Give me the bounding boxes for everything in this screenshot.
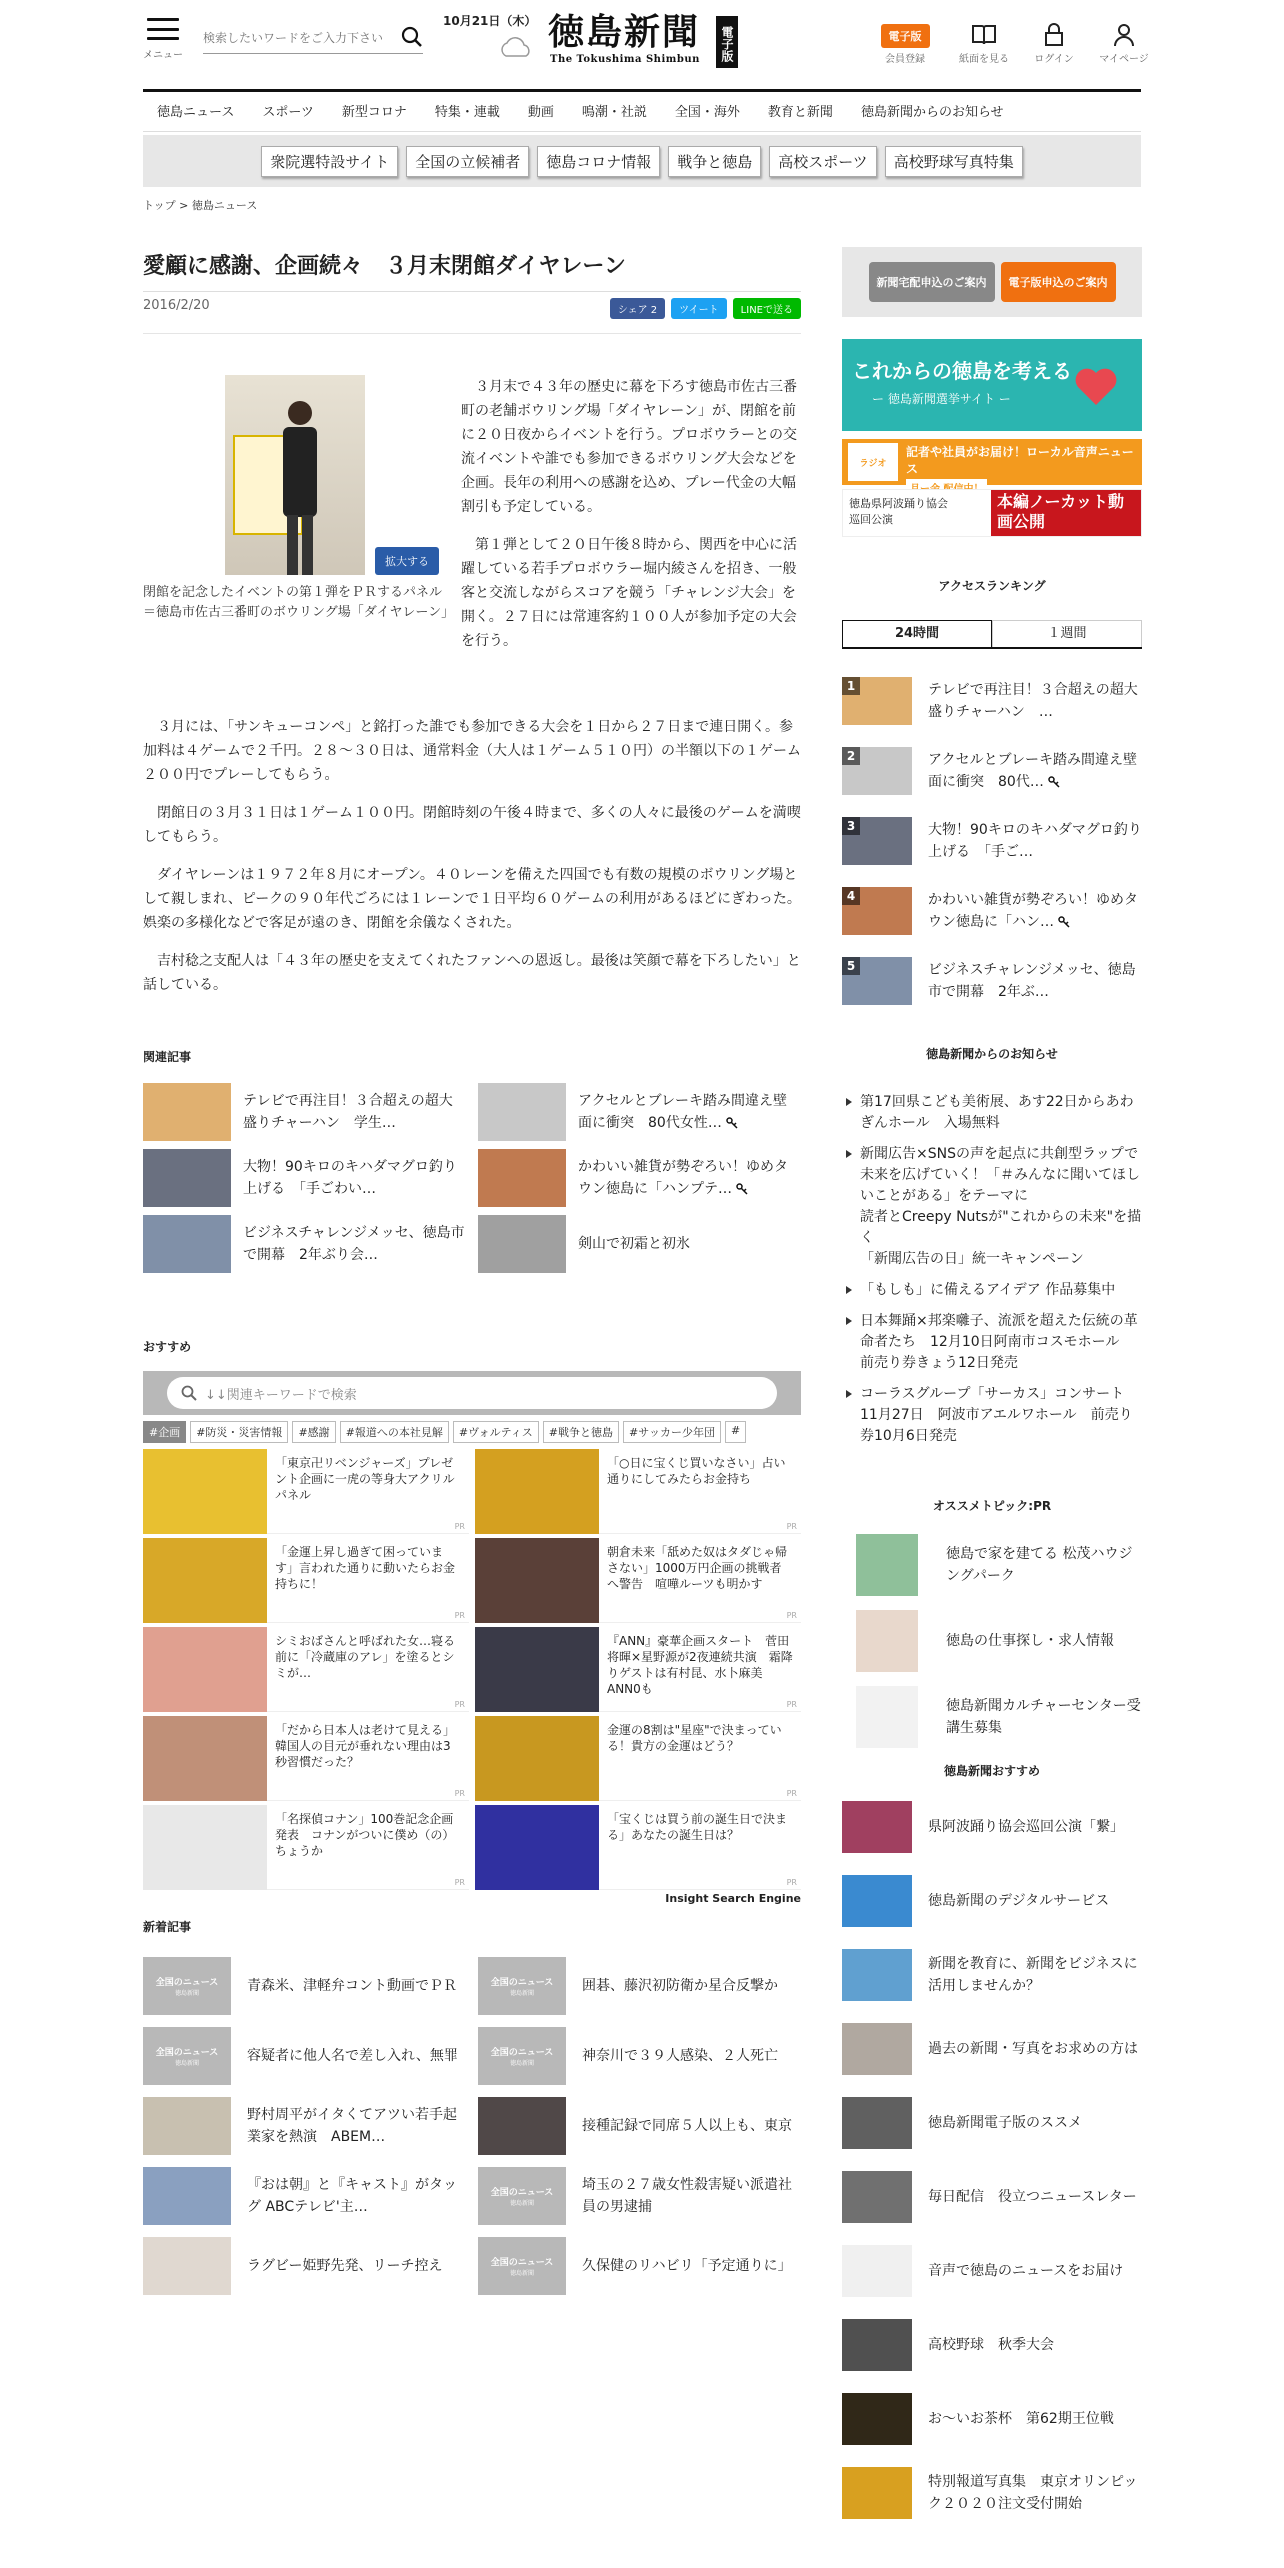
keyword-tags <box>143 1421 801 1443</box>
recommend-thumbnail <box>842 2023 912 2075</box>
sponsored-title: 金運の8割は"星座"で決まっている！貴方の金運はどう？ <box>607 1723 782 1753</box>
sponsored-item[interactable] <box>475 1449 801 1534</box>
related-item-title: かわいい雑貨が勢ぞろい！ゆめタウン徳島に「ハンプテ… <box>578 1159 788 1197</box>
newest-placeholder-thumbnail <box>478 1957 566 2015</box>
notice-item[interactable]: 第17回県こども美術展、あす22日からあわぎんホール 入場無料 <box>860 1092 1142 1134</box>
key-icon <box>1048 776 1060 788</box>
recommend-item-title: 徳島新聞電子版のススメ <box>928 2115 1082 2131</box>
logo-edition-badge: 電子版 <box>716 16 738 68</box>
newest-item[interactable] <box>143 2237 466 2295</box>
sponsored-item[interactable] <box>143 1627 469 1712</box>
newest-item[interactable] <box>478 2027 801 2085</box>
line-share-button[interactable]: LINEで送る <box>733 298 801 319</box>
sponsored-item[interactable] <box>475 1627 801 1712</box>
recommend-item-title: 新聞を教育に、新聞をビジネスに活用しませんか？ <box>928 1956 1138 1994</box>
newest-articles <box>143 1918 801 2295</box>
placeholder-title: 全国のニュース <box>155 2048 219 2058</box>
newest-item-title: 『おは朝』と『キャスト』がタッグ ABCテレビ'主… <box>247 2177 457 2215</box>
quick-links-bar <box>143 135 1141 187</box>
placeholder-title: 全国のニュース <box>155 1978 219 1988</box>
recommend-thumbnail <box>842 1875 912 1927</box>
keyword-tag[interactable]: #防災・災害情報 <box>190 1421 288 1443</box>
related-item-title: 大物！90キロのキハダマグロ釣り上げる 「手ごわい… <box>243 1159 457 1197</box>
member-badge: 電子版 <box>881 24 930 48</box>
nav-item[interactable]: スポーツ <box>262 105 314 120</box>
ranking-thumbnail <box>842 957 912 1005</box>
newest-item[interactable] <box>143 1957 466 2015</box>
ranking-item[interactable] <box>842 743 1142 799</box>
recommend-item[interactable] <box>842 2021 1142 2077</box>
newest-placeholder-thumbnail <box>143 2027 231 2085</box>
rank-number: 3 <box>842 817 860 835</box>
pr-label: PR <box>786 1700 797 1709</box>
pick-item[interactable] <box>842 1534 1142 1596</box>
notice-item[interactable]: 新聞広告×SNSの声を起点に共創型ラップで未来を広げていく！「＃みんなに聞いてほしいことがある」をテーマに 読者とCreepy Nutsが"これからの未来"を描く 「新聞広告の日」統一キャンペーン <box>860 1144 1142 1270</box>
audio-news-banner[interactable] <box>842 439 1142 485</box>
subscribe-box <box>842 247 1142 317</box>
sponsored-thumbnail <box>143 1805 267 1890</box>
newest-thumbnail <box>478 2097 566 2155</box>
placeholder-sub: 徳島新聞 <box>509 2270 534 2277</box>
recommend-item[interactable] <box>842 2317 1142 2373</box>
nav-item[interactable]: 徳島新聞からのお知らせ <box>860 105 1004 120</box>
related-list <box>143 1083 801 1273</box>
notice-item[interactable]: 日本舞踊×邦楽囃子、流派を超えた伝統の革命者たち 12月10日阿南市コスモホール 前売り券きょう12日発売 <box>860 1311 1142 1374</box>
search-input[interactable] <box>203 24 393 52</box>
placeholder-sub: 徳島新聞 <box>509 2060 534 2067</box>
quick-link[interactable]: 衆院選特設サイト <box>261 146 398 177</box>
keyword-tag[interactable]: #企画 <box>143 1421 186 1443</box>
quick-link[interactable]: 高校野球写真特集 <box>885 146 1023 177</box>
newest-thumbnail <box>143 2167 231 2225</box>
newest-placeholder-thumbnail <box>478 2237 566 2295</box>
pick-title: オススメトピック:PR <box>932 1499 1052 1513</box>
mypage[interactable] <box>1089 20 1159 65</box>
ranking-item[interactable] <box>842 813 1142 869</box>
facebook-share-button[interactable]: シェア 2 <box>610 298 665 319</box>
recommend-section <box>143 1338 801 1905</box>
keyword-tag[interactable]: #サッカー少年団 <box>623 1421 721 1443</box>
sponsored-title: 「東京卍リベンジャーズ」プレゼント企画に一虎の等身大アクリルパネル <box>275 1456 455 1502</box>
ranking-item-title: 大物！90キロのキハダマグロ釣り上げる 「手ご… <box>928 822 1142 860</box>
article-photo[interactable] <box>225 375 365 575</box>
hamburger-icon <box>147 18 179 40</box>
related-articles <box>143 1048 801 1273</box>
member-label: 会員登録 <box>885 54 925 65</box>
pick-thumbnail <box>856 1610 918 1672</box>
article-paragraph: ダイヤレーンは１９７２年８月にオープン。４０レーンを備えた四国でも有数の規模のボウリング場として親しまれ、ピークの９０年代ごろには１レーンで１日平均６０ゲームの利用があるほどにぎわった。娯楽の多様化などで客足が遠のき、閉館を余儀なくされた。 <box>143 867 801 931</box>
newest-item-title: 神奈川で３９人感染、２人死亡 <box>582 2048 778 2064</box>
related-item[interactable] <box>478 1149 801 1207</box>
sponsored-thumbnail <box>475 1538 599 1623</box>
home-delivery-button[interactable]: 新聞宅配申込のご案内 <box>869 262 995 302</box>
related-thumbnail <box>478 1149 566 1207</box>
recommend-item-title: お～いお茶杯 第62期王位戦 <box>928 2411 1114 2427</box>
ranking-item-title: ビジネスチャレンジメッセ、徳島市で開幕 2年ぶ… <box>928 962 1136 1000</box>
article-date: 2016/2/20 <box>143 298 210 313</box>
article-meta <box>143 298 801 334</box>
pick-item[interactable] <box>842 1610 1142 1672</box>
newest-title: 新着記事 <box>143 1920 192 1934</box>
newest-item-title: 久保健のリハビリ「予定通りに」 <box>582 2258 792 2274</box>
recommend-item-title: 過去の新聞・写真をお求めの方は <box>928 2041 1138 2057</box>
pick-item-title: 徳島新聞カルチャーセンター受講生募集 <box>946 1698 1141 1736</box>
user-icon <box>1089 20 1159 50</box>
recommend-item[interactable] <box>842 2169 1142 2225</box>
login[interactable] <box>1019 20 1089 65</box>
ranking-list <box>842 673 1142 1009</box>
placeholder-sub: 徳島新聞 <box>174 1990 199 1997</box>
sponsored-title: 朝倉未来「舐めた奴はタダじゃ帰さない」1000万円企画の挑戦者へ警告 喧嘩ルーツも明かす <box>607 1545 788 1591</box>
sponsored-thumbnail <box>143 1716 267 1801</box>
newest-item[interactable] <box>478 2237 801 2295</box>
recommend-thumbnail <box>842 2467 912 2519</box>
quick-link[interactable]: 徳島コロナ情報 <box>537 146 660 177</box>
sponsored-item[interactable] <box>475 1716 801 1801</box>
related-item-title: 剣山で初霜と初氷 <box>578 1236 690 1252</box>
sidebar <box>842 247 1142 2539</box>
ranking-title: アクセスランキング <box>938 579 1046 593</box>
heart-hands-icon <box>1068 357 1124 413</box>
newest-item-title: 容疑者に他人名で差し入れ、無罪 <box>247 2048 458 2064</box>
placeholder-sub: 徳島新聞 <box>174 2060 199 2067</box>
newest-item[interactable] <box>478 2167 801 2225</box>
sponsored-thumbnail <box>475 1716 599 1801</box>
recommend-thumbnail <box>842 1949 912 2001</box>
quick-link[interactable]: 戦争と徳島 <box>668 146 761 177</box>
recommend-item[interactable] <box>842 1873 1142 1929</box>
recommend-item-title: 高校野球 秋季大会 <box>928 2337 1054 2353</box>
quick-link[interactable]: 高校スポーツ <box>769 146 876 177</box>
newest-thumbnail <box>143 2097 231 2155</box>
sponsored-list <box>143 1449 801 1890</box>
nav-item[interactable]: 教育と新聞 <box>767 105 833 120</box>
article-paragraph: 吉村稔之支配人は「４３年の歴史を支えてくれたファンへの恩返し。最後は笑顔で幕を下ろしたい」と話している。 <box>143 953 801 993</box>
awaodori-banner-right: 本編ノーカット動画公開 <box>991 490 1141 536</box>
ranking-thumbnail <box>842 677 912 725</box>
placeholder-title: 全国のニュース <box>490 2258 554 2268</box>
ranking-item-title: かわいい雑貨が勢ぞろい！ゆめタウン徳島に「ハン… <box>928 892 1138 930</box>
newest-item-title: 囲碁、藤沢初防衛か星合反撃か <box>582 1978 778 1994</box>
digital-subscribe-button[interactable]: 電子版申込のご案内 <box>1001 262 1116 302</box>
photo-caption: 閉館を記念したイベントの第１弾をＰＲするパネル＝徳島市佐古三番町のボウリング場「ダイヤレーン」 <box>143 585 455 620</box>
recommend-thumbnail <box>842 2393 912 2445</box>
awaodori-banner-left: 徳島県阿波踊り協会 巡回公演 <box>849 497 948 526</box>
sponsored-thumbnail <box>143 1627 267 1712</box>
sponsored-title: 「宝くじは買う前の誕生日で決まる」あなたの誕生日は？ <box>607 1812 788 1842</box>
newest-placeholder-thumbnail <box>143 1957 231 2015</box>
newest-thumbnail <box>143 2237 231 2295</box>
sponsored-thumbnail <box>143 1538 267 1623</box>
lock-icon <box>1019 20 1089 50</box>
article-paragraph: 閉館日の３月３１日は１ゲーム１００円。閉館時刻の午後４時まで、多くの人々に最後のゲームを満喫してもらう。 <box>143 805 801 845</box>
recommend-item-title: 音声で徳島のニュースをお届け <box>928 2263 1124 2279</box>
ranking-thumbnail <box>842 747 912 795</box>
audio-news-banner-title: 記者や社員がお届け！ローカル音声ニュース <box>906 445 1134 476</box>
related-thumbnail <box>143 1149 231 1207</box>
ranking-tabs <box>842 620 1142 649</box>
related-item-title: ビジネスチャレンジメッセ、徳島市で開幕 2年ぶり会… <box>243 1225 465 1263</box>
pr-label: PR <box>454 1611 465 1620</box>
recommend-item[interactable] <box>842 2243 1142 2299</box>
related-thumbnail <box>478 1083 566 1141</box>
header-search <box>203 24 423 54</box>
ranking-item-title: テレビで再注目！３合超えの超大盛りチャーハン … <box>928 682 1138 720</box>
pr-label: PR <box>454 1878 465 1887</box>
related-title: 関連記事 <box>143 1050 192 1064</box>
newest-item-title: 野村周平がイタくてアツい若手起業家を熱演 ABEM… <box>247 2107 457 2145</box>
newest-item[interactable] <box>143 2097 466 2155</box>
breadcrumb-separator: > <box>179 199 189 212</box>
tab-week[interactable]: １週間 <box>992 620 1142 647</box>
keyword-tag[interactable]: #戦争と徳島 <box>543 1421 619 1443</box>
pr-label: PR <box>454 1522 465 1531</box>
sponsored-title: 「○日に宝くじ買いなさい」占い通りにしてみたらお金持ち <box>607 1456 786 1486</box>
sponsored-item[interactable] <box>475 1538 801 1623</box>
nav-item[interactable]: 新型コロナ <box>341 105 407 120</box>
related-item[interactable] <box>143 1215 466 1273</box>
recommend-item[interactable] <box>842 1947 1142 2003</box>
menu-button[interactable] <box>143 18 183 61</box>
recommend-item-title: 毎日配信 役立つニュースレター <box>928 2189 1137 2205</box>
placeholder-title: 全国のニュース <box>490 1978 554 1988</box>
nav-item[interactable]: 動画 <box>527 105 554 120</box>
person-image <box>275 395 325 575</box>
sponsored-thumbnail <box>143 1449 267 1534</box>
recommend-thumbnail <box>842 1801 912 1853</box>
recommend-item[interactable] <box>842 2465 1142 2521</box>
keyword-tag[interactable]: # <box>725 1421 746 1443</box>
related-item[interactable] <box>478 1215 801 1273</box>
keyword-search-input[interactable] <box>167 1377 777 1409</box>
sponsored-thumbnail <box>475 1449 599 1534</box>
key-icon <box>1058 916 1070 928</box>
pick-item[interactable] <box>842 1686 1142 1748</box>
keyword-tag[interactable]: #ヴォルティス <box>453 1421 539 1443</box>
pr-label: PR <box>786 1522 797 1531</box>
related-item[interactable] <box>478 1083 801 1141</box>
pick-thumbnail <box>856 1534 918 1596</box>
ranking-item-title: アクセルとブレーキ踏み間違え壁面に衝突 80代… <box>928 752 1138 790</box>
twitter-share-button[interactable]: ツイート <box>671 298 727 319</box>
election-banner-title: これからの徳島を考える <box>852 359 1072 383</box>
keyword-tag[interactable]: #報道への本社見解 <box>340 1421 449 1443</box>
related-item[interactable] <box>143 1083 466 1141</box>
pr-label: PR <box>786 1878 797 1887</box>
article <box>143 247 801 993</box>
nav-item[interactable]: 鳴潮・社説 <box>581 105 647 120</box>
pick-item-title: 徳島で家を建てる 松茂ハウジングパーク <box>946 1546 1133 1584</box>
related-thumbnail <box>143 1215 231 1273</box>
logo-subtitle: The Tokushima Shimbun <box>550 54 700 65</box>
pr-label: PR <box>454 1789 465 1798</box>
recommend-item[interactable] <box>842 2095 1142 2151</box>
recommend-thumbnail <box>842 2171 912 2223</box>
newest-item-title: 接種記録で同席５人以上も、東京 <box>582 2118 792 2134</box>
sponsored-item[interactable] <box>143 1805 469 1890</box>
recommend-thumbnail <box>842 2245 912 2297</box>
recommend-item-title: 徳島新聞のデジタルサービス <box>928 1893 1110 1909</box>
keyword-search-bar <box>143 1371 801 1415</box>
newest-item[interactable] <box>143 2027 466 2085</box>
site-header <box>143 0 1149 92</box>
mypage-label: マイページ <box>1099 54 1149 65</box>
recommend-title: おすすめ <box>143 1340 192 1354</box>
header-date: 10月21日（木） <box>443 14 537 28</box>
share-buttons <box>610 298 801 319</box>
recommend-item-title: 特別報道写真集 東京オリンピック２０２０注文受付開始 <box>928 2474 1138 2512</box>
nav-item[interactable]: 全国・海外 <box>674 105 740 120</box>
newest-item[interactable] <box>478 2097 801 2155</box>
key-icon <box>726 1117 738 1129</box>
recommend-item[interactable] <box>842 1799 1142 1855</box>
menu-label: メニュー <box>143 50 183 61</box>
election-banner-subtitle: ー 徳島新聞選挙サイト ー <box>872 392 1011 406</box>
recommend-item[interactable] <box>842 2391 1142 2447</box>
notice-item[interactable]: コーラスグループ「サーカス」コンサート 11月27日 阿波市アエルワホール 前売り券10月6日発売 <box>860 1384 1142 1447</box>
search-icon <box>181 1385 197 1401</box>
newest-item[interactable] <box>478 1957 801 2015</box>
recommend-item-title: 県阿波踊り協会巡回公演「繋」 <box>928 1819 1124 1835</box>
pr-label: PR <box>786 1789 797 1798</box>
newest-item-title: 青森米、津軽弁コント動画でＰＲ <box>247 1978 457 1994</box>
article-figure <box>143 375 453 623</box>
newest-list <box>143 1957 801 2295</box>
tab-24h[interactable]: 24時間 <box>842 620 992 647</box>
radio-logo: ラジオ <box>848 443 898 481</box>
election-banner[interactable] <box>842 339 1142 431</box>
nav-item[interactable]: 徳島ニュース <box>157 105 235 120</box>
quick-link[interactable]: 全国の立候補者 <box>406 146 529 177</box>
sponsored-title: 「名探偵コナン」100巻記念企画発表 コナンがついに僕め（の）ちょうか <box>275 1812 455 1858</box>
pr-label: PR <box>454 1700 465 1709</box>
rank-number: 4 <box>842 887 860 905</box>
recommend-thumbnail <box>842 2097 912 2149</box>
member-register[interactable] <box>861 20 949 65</box>
main-nav <box>143 96 1141 132</box>
awaodori-banner[interactable] <box>842 489 1142 537</box>
logo-title: 徳島新聞 <box>548 11 701 53</box>
login-label: ログイン <box>1034 54 1074 65</box>
sponsored-title: 「だから日本人は老けて見える」韓国人の目元が垂れない理由は3秒習慣だった？ <box>275 1723 456 1769</box>
pick-list <box>842 1534 1142 1748</box>
newest-item-title: 埼玉の２７歳女性殺害疑い派遣社員の男逮捕 <box>582 2177 792 2215</box>
article-paragraph-start <box>461 667 801 715</box>
ranking-item[interactable] <box>842 673 1142 729</box>
pick-item-title: 徳島の仕事探し・求人情報 <box>946 1633 1114 1649</box>
key-icon <box>736 1183 748 1195</box>
article-paragraph: 第１弾として２０日午後８時から、関西を中心に活躍している若手プロボウラー堀内綾さんを招き、一般客と交流しながらスコアを競う「チャレンジ大会」を開く。２７日には常連客約１００人が参加予定の大会を行う。 <box>461 537 797 649</box>
sponsored-thumbnail <box>475 1805 599 1890</box>
rank-number: 5 <box>842 957 860 975</box>
article-title: 愛顧に感謝、企画続々 ３月末閉館ダイヤレーン <box>143 247 801 292</box>
related-item-title: テレビで再注目！３合超えの超大盛りチャーハン 学生… <box>243 1093 453 1131</box>
paper-view[interactable] <box>949 20 1019 65</box>
cloud-weather-icon <box>498 34 534 62</box>
sponsored-item[interactable] <box>143 1716 469 1801</box>
newest-placeholder-thumbnail <box>478 2027 566 2085</box>
article-paragraph: ３月には、「サンキューコンペ」と銘打った誰でも参加できる大会を１日から２７日まで連日開く。参加料は４ゲームで２千円。２８～３０日は、通常料金（大人は１ゲーム５１０円）の半額以下の１ゲーム２００円でプレーしてもらう。 <box>143 719 801 783</box>
sponsored-item[interactable] <box>143 1449 469 1534</box>
recommend-thumbnail <box>842 2319 912 2371</box>
paper-label: 紙面を見る <box>959 54 1009 65</box>
newest-item[interactable] <box>143 2167 466 2225</box>
zoom-button[interactable]: 拡大する <box>375 547 439 575</box>
rank-number: 2 <box>842 747 860 765</box>
sponsored-item[interactable] <box>475 1805 801 1890</box>
header-actions <box>861 20 1159 65</box>
placeholder-title: 全国のニュース <box>490 2048 554 2058</box>
breadcrumb <box>143 197 257 213</box>
placeholder-title: 全国のニュース <box>490 2188 554 2198</box>
nav-item[interactable]: 特集・連載 <box>434 105 500 120</box>
search-engine-credit: Insight Search Engine <box>665 1892 801 1905</box>
ranking-thumbnail <box>842 887 912 935</box>
ranking-item[interactable] <box>842 883 1142 939</box>
pr-label: PR <box>786 1611 797 1620</box>
related-thumbnail <box>143 1083 231 1141</box>
newest-placeholder-thumbnail <box>478 2167 566 2225</box>
site-logo[interactable] <box>548 10 748 70</box>
pick-thumbnail <box>856 1686 918 1748</box>
tsr-list <box>842 1799 1142 2521</box>
article-paragraph: ３月末で４３年の歴史に幕を下ろす徳島市佐古三番町の老舗ボウリング場「ダイヤレーン」が、閉館を前に２０日夜からイベントを行う。プロボウラーとの交流イベントや誰でも参加できるボウリング大会などを企画。長年の利用への感謝を込め、プレー代金の大幅割引も予定している。 <box>461 379 797 515</box>
related-item[interactable] <box>143 1149 466 1207</box>
sponsored-item[interactable] <box>143 1538 469 1623</box>
newest-item-title: ラグビー姫野先発、リーチ控え <box>247 2258 443 2274</box>
sponsored-title: 「金運上昇し過ぎて困っています」言われた通りに動いたらお金持ちに！ <box>275 1545 456 1591</box>
related-item-title: アクセルとブレーキ踏み間違え壁面に衝突 80代女性… <box>578 1093 788 1131</box>
breadcrumb-current[interactable]: 徳島ニュース <box>191 199 258 212</box>
rank-number: 1 <box>842 677 860 695</box>
sponsored-thumbnail <box>475 1627 599 1712</box>
sponsored-title: シミおばさんと呼ばれた女…寝る前に「冷蔵庫のアレ」を塗るとシミが… <box>275 1634 456 1680</box>
notice-list <box>842 1092 1142 1447</box>
notice-title: 徳島新聞からのお知らせ <box>926 1047 1058 1061</box>
related-thumbnail <box>478 1215 566 1273</box>
tsr-title: 徳島新聞おすすめ <box>943 1764 1041 1778</box>
ranking-item[interactable] <box>842 953 1142 1009</box>
sponsored-title: 『ANN』豪華企画スタート 菅田将暉×星野源が2夜連続共演 霜降りゲストは有村昆、水卜麻美ANN0も <box>607 1634 793 1696</box>
keyword-search-placeholder: ↓↓関連キーワードで検索 <box>205 1387 357 1403</box>
placeholder-sub: 徳島新聞 <box>509 2200 534 2207</box>
book-icon <box>949 20 1019 50</box>
placeholder-sub: 徳島新聞 <box>509 1990 534 1997</box>
ranking-thumbnail <box>842 817 912 865</box>
breadcrumb-home[interactable]: トップ <box>143 199 176 212</box>
keyword-tag[interactable]: #感謝 <box>292 1421 335 1443</box>
notice-item[interactable]: 「もしも」に備えるアイデア 作品募集中 <box>860 1280 1142 1301</box>
search-icon[interactable] <box>401 26 423 52</box>
